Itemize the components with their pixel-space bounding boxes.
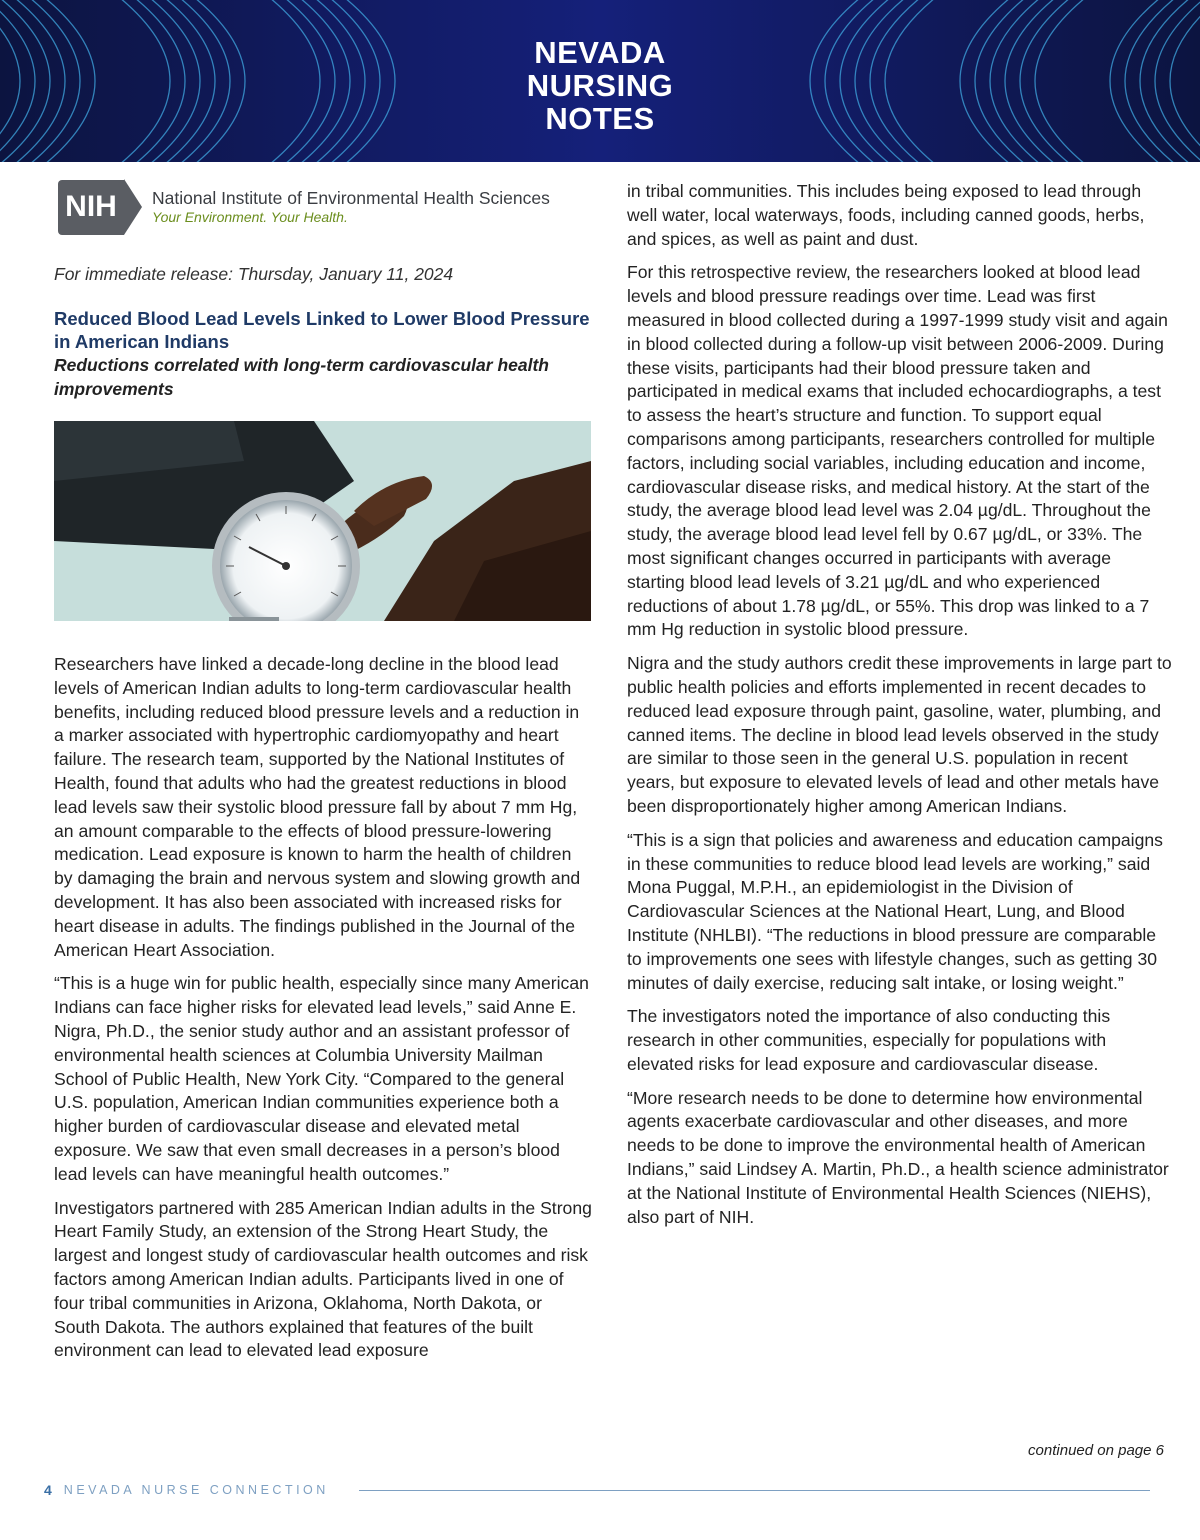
- page-footer: [44, 1480, 1150, 1500]
- article-paragraph: “This is a huge win for public health, especially since many American Indians can face higher risks for elevated lead levels,” said Anne E. Nigra, Ph.D., the senior study author and an assistant professor of environmental health sciences at Columbia University Mailman School of Public Health, New York City. “Compared to the general U.S. population, American Indian communities experience both a higher burden of cardiovascular disease and elevated metal exposure. We saw that even small decreases in a person’s blood lead levels can have meaningful health outcomes.”: [54, 973, 589, 1184]
- blood-pressure-illustration: [54, 421, 591, 621]
- article-paragraph: The investigators noted the importance of also conducting this research in other communities, especially for populations with elevated risks for lead exposure and cardiovascular disease.: [627, 1006, 1111, 1074]
- article-paragraph: Investigators partnered with 285 American Indian adults in the Strong Heart Family Study, an extension of the Strong Heart Study, the largest and longest study of cardiovascular health outcomes and risk factors among American Indian adults. Participants lived in one of four tribal communities in Arizona, Oklahoma, North Dakota, or South Dakota. The authors explained that features of the built environment can lead to elevated lead exposure: [54, 1197, 592, 1361]
- logo-tagline: Your Environment. Your Health.: [152, 209, 348, 225]
- masthead-title-line: NOTES: [545, 101, 655, 136]
- right-column: [627, 180, 1172, 1239]
- masthead-title-line: NURSING: [526, 68, 674, 103]
- nih-logo: [58, 176, 592, 238]
- release-date: For immediate release: Thursday, January 11, 2024: [54, 264, 454, 284]
- continued-notice: continued on page 6: [1028, 1442, 1164, 1459]
- article-paragraph: “More research needs to be done to determine how environmental agents exacerbate cardiovascular and other diseases, and more needs to be done to improve the environmental health of American Indians,” said Lindsey A. Martin, Ph.D., a health science administrator at the National Institute of Environmental Health Sciences (NIEHS), also part of NIH.: [627, 1087, 1169, 1227]
- logo-text: [152, 188, 550, 226]
- article-paragraph: “This is a sign that policies and awareness and education campaigns in these communities to reduce blood lead levels are working,” said Mona Puggal, M.P.H., an epidemiologist in the Division of Cardiovascular Sciences at the National Heart, Lung, and Blood Institute (NHLBI). “The reductions in blood pressure are comparable to improvements one sees with lifestyle changes, such as getting 30 minutes of daily exercise, reducing salt intake, or losing weight.”: [627, 829, 1163, 993]
- article-headline: Reduced Blood Lead Levels Linked to Lower Blood Pressure in American Indians: [54, 308, 590, 352]
- nih-badge-arrow: [124, 179, 142, 235]
- blood-pressure-photo: [54, 421, 591, 621]
- masthead-title: [0, 36, 1200, 135]
- logo-org-name: National Institute of Environmental Health Sciences: [152, 188, 550, 208]
- left-column-body: [54, 653, 592, 1363]
- page-number: 4: [44, 1482, 52, 1498]
- left-column: [54, 176, 592, 1373]
- footer-divider: [359, 1490, 1150, 1491]
- article-subhead: Reductions correlated with long-term cardiovascular health improvements: [54, 355, 549, 399]
- publication-name: NEVADA NURSE CONNECTION: [63, 1483, 329, 1497]
- masthead-title-line: NEVADA: [534, 35, 666, 70]
- article-paragraph: For this retrospective review, the researchers looked at blood lead levels and blood pressure readings over time. Lead was first measured in blood collected during a 1997-1999 study visit and again in blood collected during a follow-up visit between 2006-2009. During these visits, participants had their blood pressure taken and participated in medical exams that included echocardiographs, a test to assess the heart’s structure and function. To support equal comparisons among participants, researchers controlled for multiple factors, including social variables, including education and income, cardiovascular disease risks, and medical history. At the start of the study, the average blood lead level was 2.04 µg/dL. Throughout the study, the average blood lead level fell by 0.67 µg/dL, or 33%. The most significant changes occurred in participants with average starting blood lead levels of 3.21 µg/dL and who experienced reductions of about 1.78 µg/dL, or 55%. This drop was linked to a 7 mm Hg reduction in systolic blood pressure.: [627, 262, 1168, 640]
- article-paragraph: Researchers have linked a decade-long decline in the blood lead levels of American Indian adults to long-term cardiovascular health benefits, including reduced blood pressure levels and a reduction in a marker associated with hypertrophic cardiomyopathy and heart failure. The research team, supported by the National Institutes of Health, found that adults who had the greatest reductions in blood lead levels saw their systolic blood pressure fall by about 7 mm Hg, an amount comparable to the effects of blood pressure-lowering medication. Lead exposure is known to harm the health of children by damaging the brain and nervous system and slowing growth and development. It has also been associated with increased risks for heart disease in adults. The findings published in the Journal of the American Heart Association.: [54, 654, 581, 960]
- nih-badge: NIH: [58, 180, 124, 235]
- article-paragraph: Nigra and the study authors credit these improvements in large part to public health policies and efforts implemented in recent decades to reduced lead exposure through paint, gasoline, water, plumbing, and canned items. The decline in blood lead levels observed in the study are similar to those seen in the general U.S. population in recent years, but exposure to elevated levels of lead and other metals have been disproportionately higher among American Indians.: [627, 653, 1172, 816]
- article-paragraph: in tribal communities. This includes being exposed to lead through well water, local waterways, foods, including canned goods, herbs, and spices, as well as paint and dust.: [627, 181, 1145, 249]
- masthead-banner: [0, 0, 1200, 162]
